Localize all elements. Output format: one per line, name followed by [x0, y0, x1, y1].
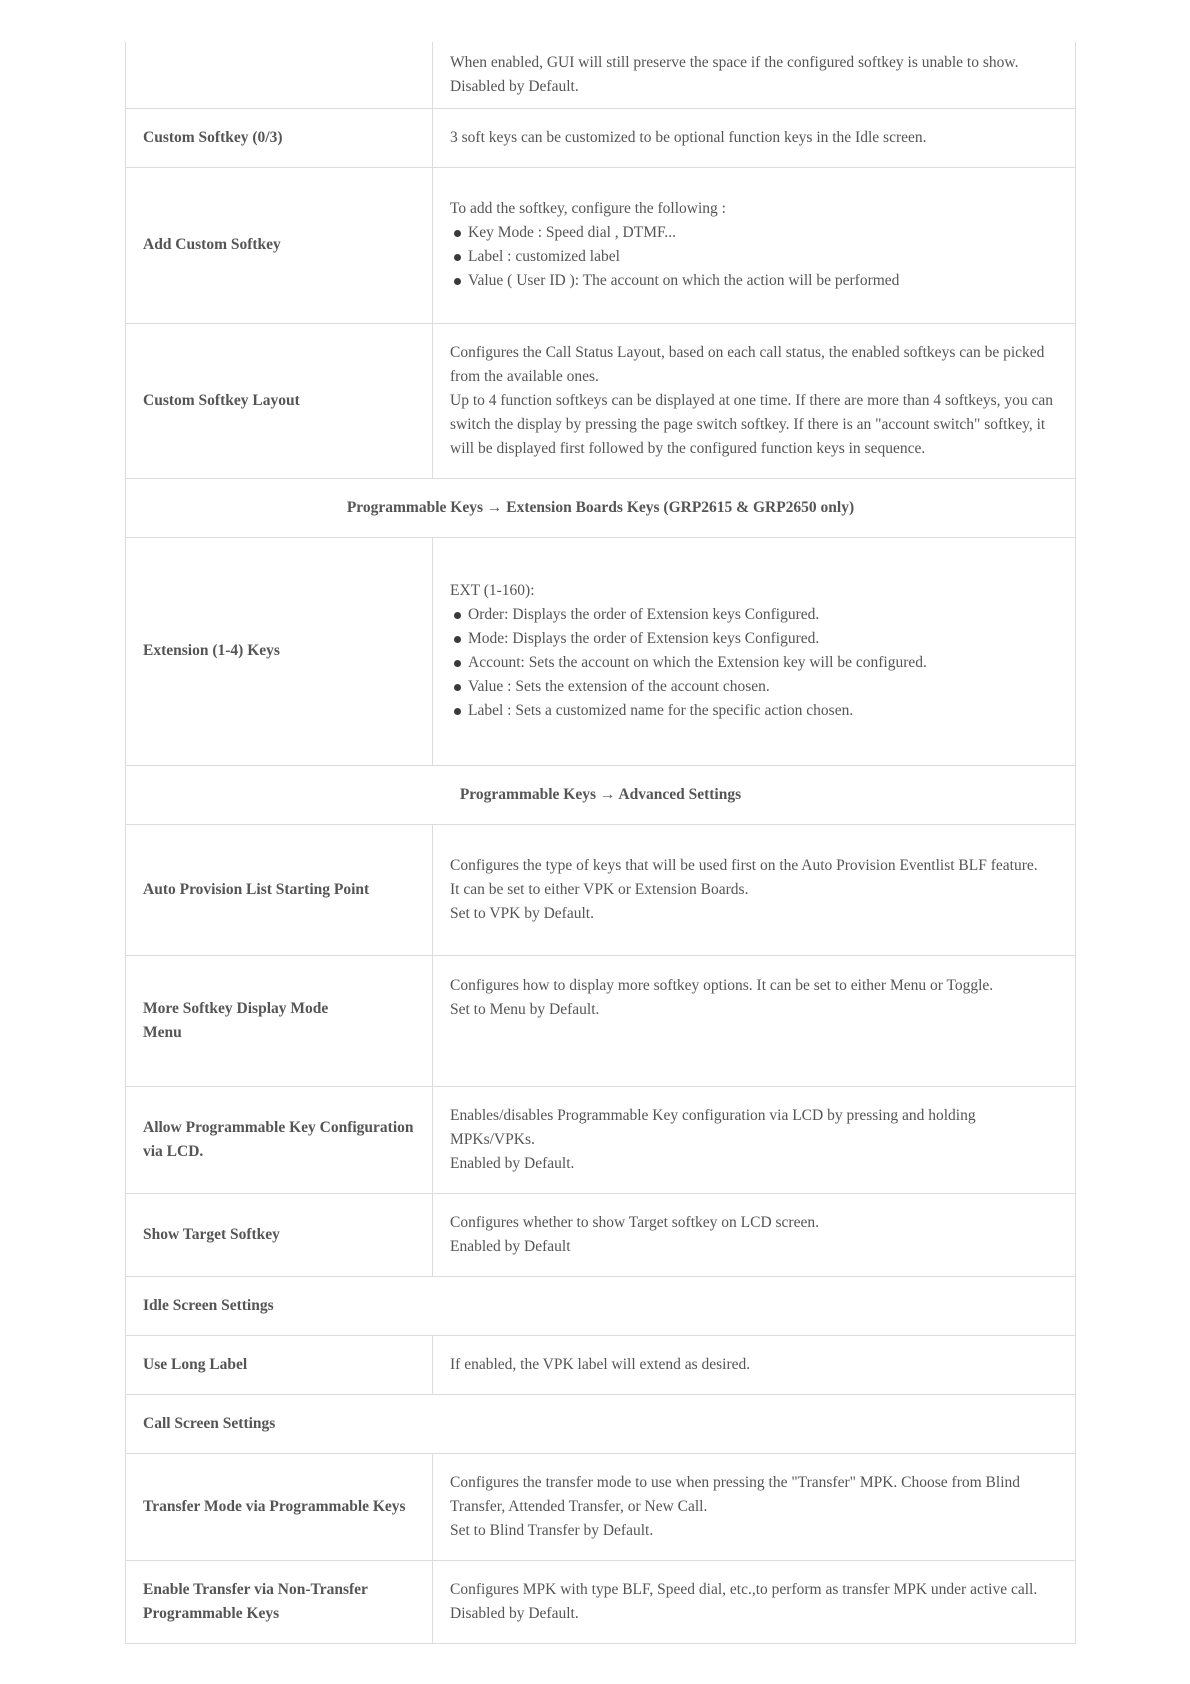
row-label: Extension (1-4) Keys — [126, 537, 433, 765]
list-item: Order: Displays the order of Extension keys Configured. — [450, 603, 1058, 627]
subsection-row — [126, 1276, 1076, 1335]
list-item: Label : Sets a customized name for the specific action chosen. — [450, 699, 1058, 723]
row-label: Show Target Softkey — [126, 1193, 433, 1276]
table-row — [126, 1560, 1076, 1643]
section-header-row — [126, 765, 1076, 824]
row-description: Configures whether to show Target softkey on LCD screen. Enabled by Default — [433, 1193, 1076, 1276]
row-description: Configures the transfer mode to use when pressing the "Transfer" MPK. Choose from Blind Transfer, Attended Transfer, or New Call. Set to Blind Transfer by Default. — [433, 1453, 1076, 1560]
row-label: Transfer Mode via Programmable Keys — [126, 1453, 433, 1560]
row-label: Add Custom Softkey — [126, 167, 433, 323]
list-item: Label : customized label — [450, 245, 1058, 269]
subsection-title: Call Screen Settings — [126, 1394, 1076, 1453]
list-item: Key Mode : Speed dial , DTMF... — [450, 221, 1058, 245]
subsection-row — [126, 1394, 1076, 1453]
row-description: When enabled, GUI will still preserve the space if the configured softkey is unable to show. Disabled by Default. — [433, 42, 1076, 108]
subsection-title: Idle Screen Settings — [126, 1276, 1076, 1335]
row-description: Configures MPK with type BLF, Speed dial, etc.,to perform as transfer MPK under active call. Disabled by Default. — [433, 1560, 1076, 1643]
row-description: 3 soft keys can be customized to be optional function keys in the Idle screen. — [433, 108, 1076, 167]
table-row — [126, 1086, 1076, 1193]
table-row — [126, 167, 1076, 323]
table-row — [126, 323, 1076, 478]
list-item: Value ( User ID ): The account on which the action will be performed — [450, 269, 1058, 293]
row-description: If enabled, the VPK label will extend as desired. — [433, 1335, 1076, 1394]
row-description: To add the softkey, configure the following : Key Mode : Speed dial , DTMF... Label : customized label Value ( User ID ): The account on which the action will be performed — [433, 167, 1076, 323]
row-label: Allow Programmable Key Configuration via LCD. — [126, 1086, 433, 1193]
row-label: Use Long Label — [126, 1335, 433, 1394]
row-label: More Softkey Display Mode Menu — [126, 955, 433, 1086]
table-row — [126, 955, 1076, 1086]
section-header-row — [126, 478, 1076, 537]
table-row — [126, 1335, 1076, 1394]
bullet-list — [450, 603, 1058, 723]
table-row — [126, 1193, 1076, 1276]
table-row — [126, 824, 1076, 955]
row-label: Enable Transfer via Non-Transfer Programmable Keys — [126, 1560, 433, 1643]
section-title: Programmable Keys → Extension Boards Keys (GRP2615 & GRP2650 only) — [126, 478, 1076, 537]
table-row — [126, 42, 1076, 108]
row-label: Custom Softkey (0/3) — [126, 108, 433, 167]
row-description: Configures the type of keys that will be used first on the Auto Provision Eventlist BLF feature. It can be set to either VPK or Extension Boards. Set to VPK by Default. — [433, 824, 1076, 955]
list-item: Value : Sets the extension of the account chosen. — [450, 675, 1058, 699]
row-description: EXT (1-160): Order: Displays the order of Extension keys Configured. Mode: Displays the order of Extension keys Configured. Account: Sets the account on which the Extension key will be configured. Value : Sets the extension of the account chosen. Label : Sets a customized name for the specific action chosen. — [433, 537, 1076, 765]
settings-table — [125, 42, 1076, 1644]
list-item: Mode: Displays the order of Extension keys Configured. — [450, 627, 1058, 651]
row-description: Configures how to display more softkey options. It can be set to either Menu or Toggle. Set to Menu by Default. — [433, 955, 1076, 1086]
table-row — [126, 1453, 1076, 1560]
list-item: Account: Sets the account on which the Extension key will be configured. — [450, 651, 1058, 675]
table-row — [126, 537, 1076, 765]
row-label: Custom Softkey Layout — [126, 323, 433, 478]
row-label: Auto Provision List Starting Point — [126, 824, 433, 955]
row-label-empty — [126, 42, 433, 108]
bullet-list — [450, 221, 1058, 293]
row-description: Configures the Call Status Layout, based on each call status, the enabled softkeys can be picked from the available ones. Up to 4 function softkeys can be displayed at one time. If there are more than 4 softkeys, you can switch the display by pressing the page switch softkey. If there is an "account switch" softkey, it will be displayed first followed by the configured function keys in sequence. — [433, 323, 1076, 478]
table-row — [126, 108, 1076, 167]
section-title: Programmable Keys → Advanced Settings — [126, 765, 1076, 824]
row-description: Enables/disables Programmable Key configuration via LCD by pressing and holding MPKs/VPKs. Enabled by Default. — [433, 1086, 1076, 1193]
